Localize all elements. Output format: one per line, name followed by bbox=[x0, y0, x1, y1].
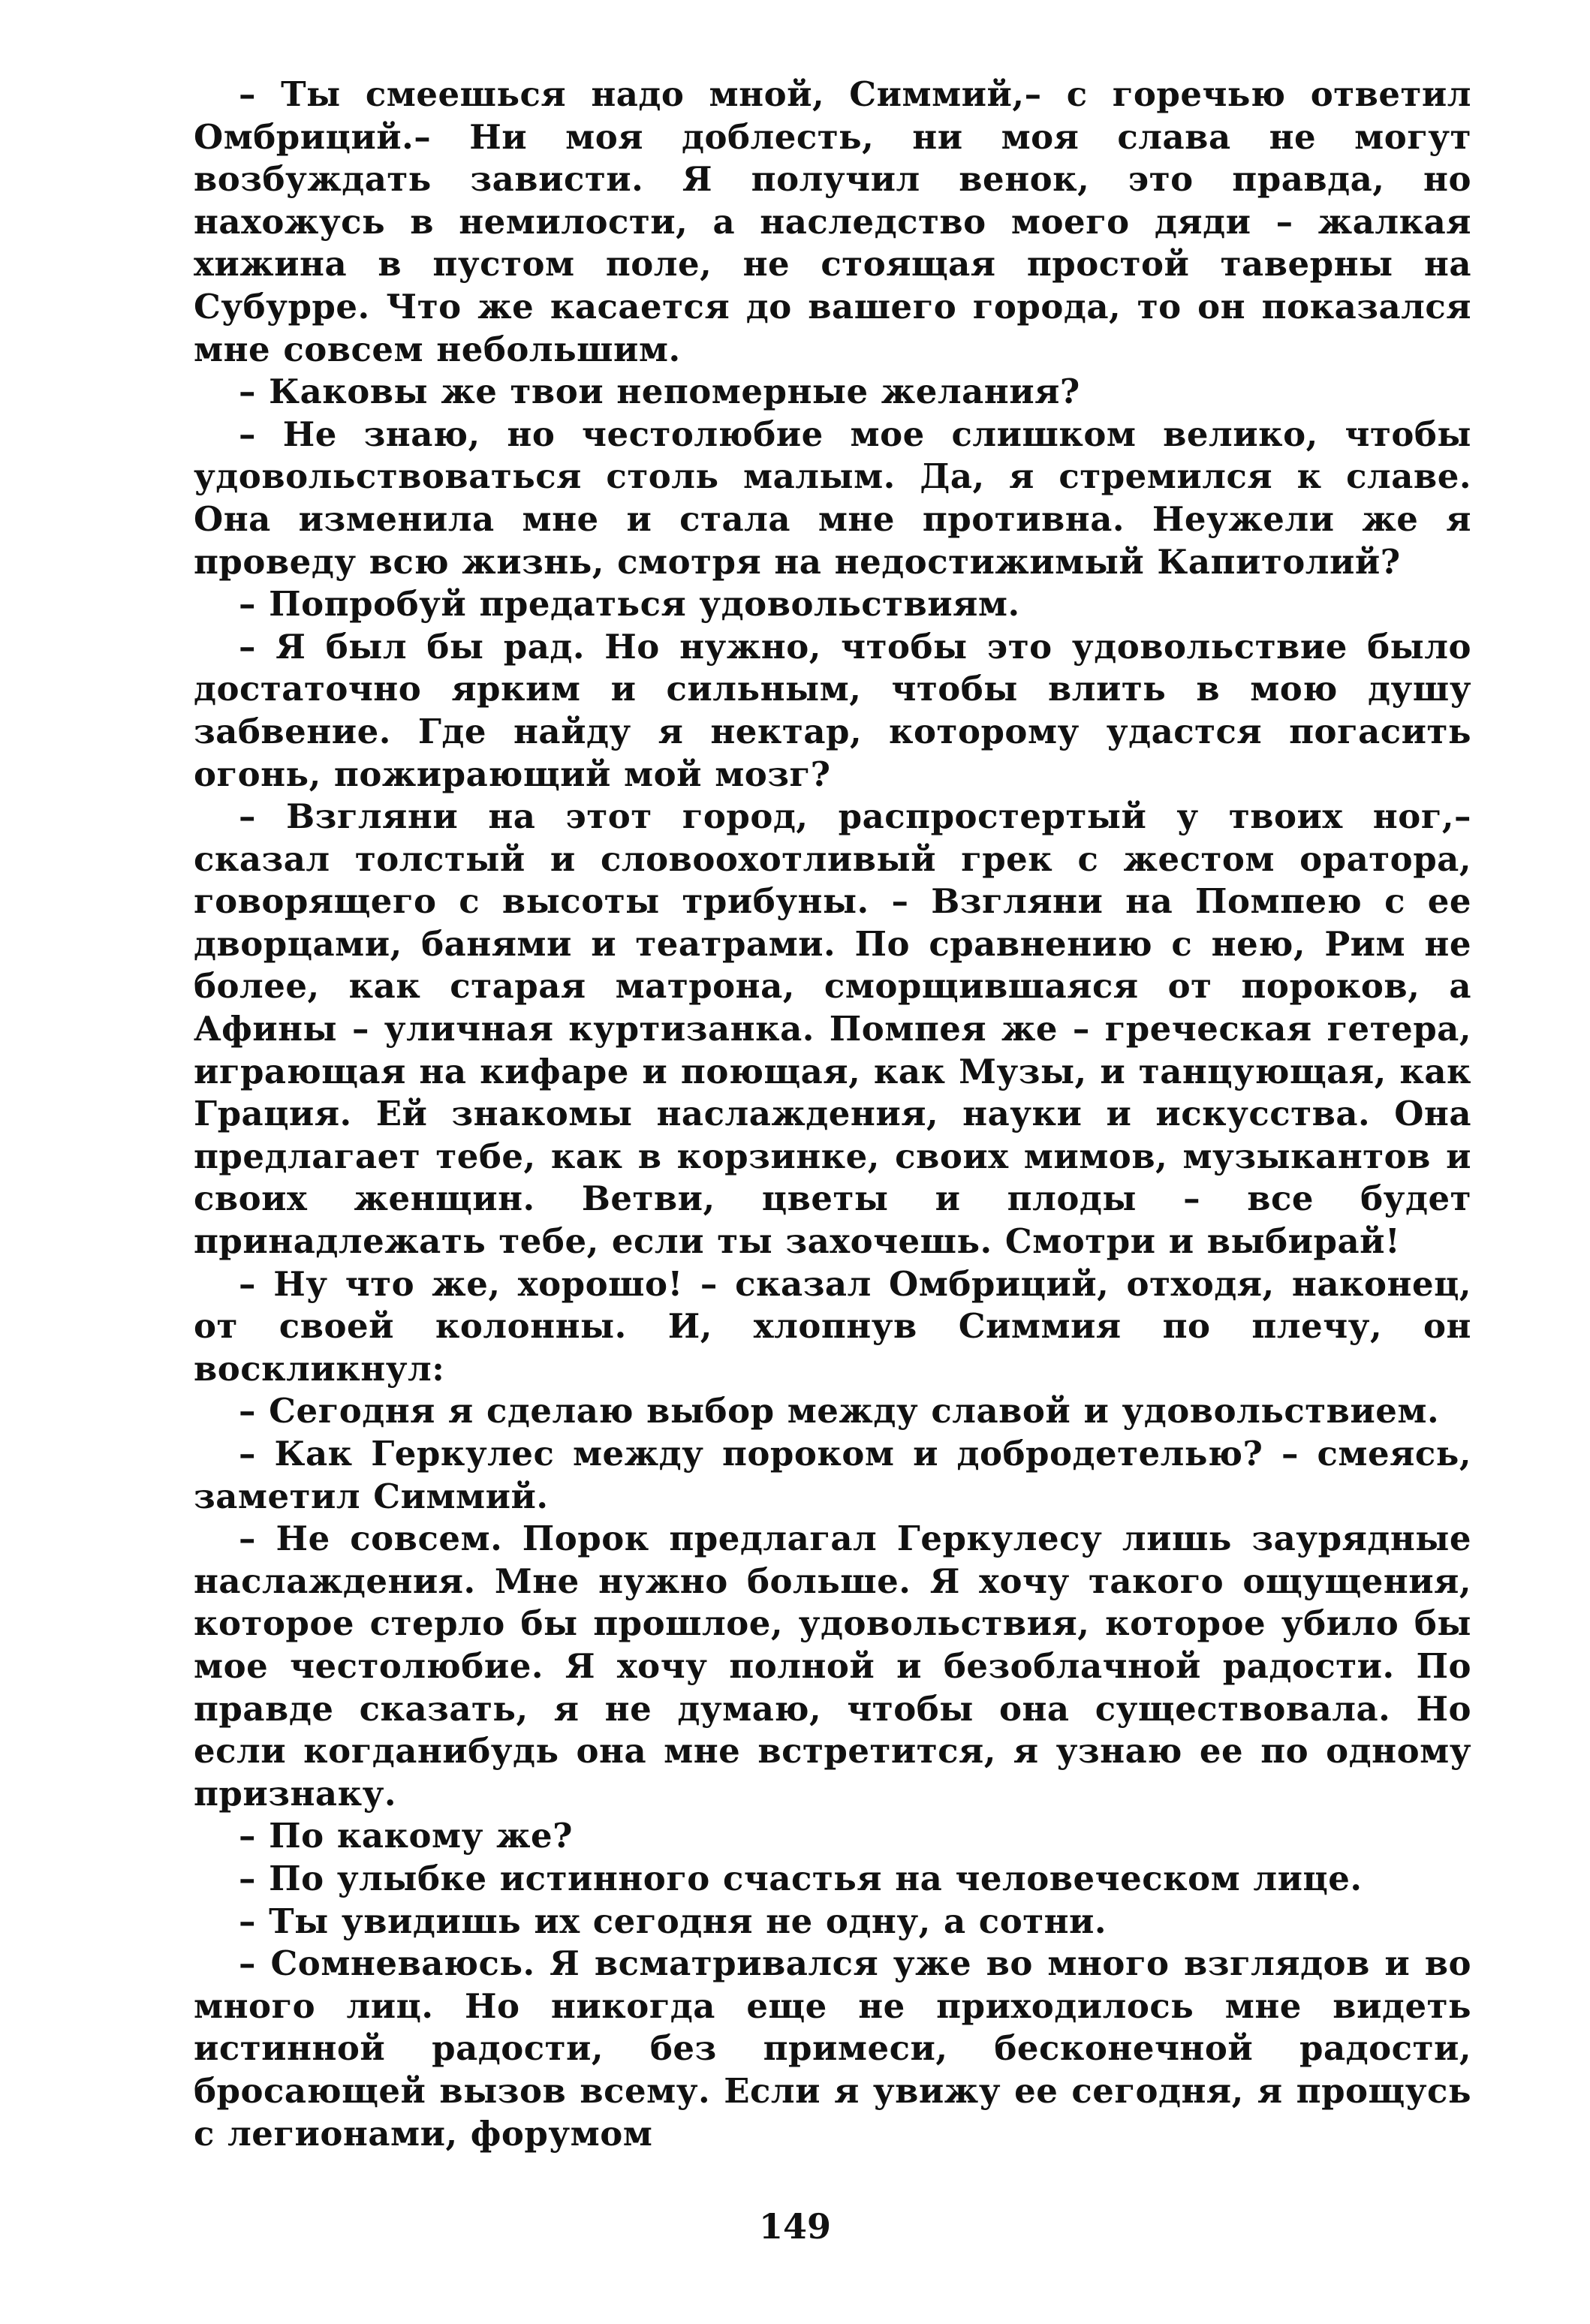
paragraph: – Каковы же твои непомерные желания? bbox=[239, 372, 1080, 412]
paragraph: – По какому же? bbox=[239, 1816, 574, 1856]
paragraph: – Взгляни на этот город, распростертый у твоих ног,– сказал толстый и словоохотливый грек с жестом оратора, говорящего с высоты трибуны. – Взгляни на Помпею с ее дворцами, банями и театрами. По сравнению с нею, Рим не более, как старая матрона, сморщившаяся от пороков, а Афины – уличная куртизанка. Помпея же – греческая гетера, играющая на кифаре и поющая, как Музы, и танцующая, как Грация. Ей знакомы наслаждения, науки и искусства. Она предлагает тебе, как в корзинке, своих мимов, музыкантов и своих женщин. Ветви, цветы и плоды – все будет принадлежать тебе, если ты захочешь. Смотри и выбирай! bbox=[194, 796, 1471, 1262]
paragraph: – Не знаю, но честолюбие мое слишком велико, чтобы удовольствоваться столь малым. Да, я стремился к славе. Она изменила мне и стала мне противна. Неужели же я проведу всю жизнь, смотря на недостижимый Капитолий? bbox=[194, 414, 1471, 582]
paragraph: – Ты смеешься надо мной, Симмий,– с горечью ответил Омбриций.– Ни моя доблесть, ни моя слава не могут возбуждать зависти. Я получил венок, это правда, но нахожусь в немилости, а наследство моего дяди – жалкая хижина в пустом поле, не стоящая простой таверны на Субурре. Что же касается до вашего города, то он показался мне совсем небольшим. bbox=[194, 74, 1471, 369]
paragraph: – Попробуй предаться удовольствиям. bbox=[239, 584, 1020, 625]
paragraph: – Не совсем. Порок предлагал Геркулесу лишь заурядные наслаждения. Мне нужно больше. Я хочу такого ощущения, которое стерло бы прошлое, удовольствия, которое убило бы мое честолюбие. Я хочу полной и безоблачной радости. По правде сказать, я не думаю, чтобы она существовала. Но если когданибудь она мне встретится, я узнаю ее по одному признаку. bbox=[194, 1519, 1471, 1814]
paragraph: – Сомневаюсь. Я всматривался уже во много взглядов и во много лиц. Но никогда еще не приходилось мне видеть истинной радости, без примеси, бесконечной радости, бросающей вызов всему. Если я увижу ее сегодня, я прощусь с легионами, форумом bbox=[194, 1943, 1471, 2154]
paragraph: – По улыбке истинного счастья на человеческом лице. bbox=[239, 1858, 1363, 1898]
paragraph: – Ты увидишь их сегодня не одну, а сотни. bbox=[239, 1901, 1107, 1941]
paragraph: – Ну что же, хорошо! – сказал Омбриций, отходя, наконец, от своей колонны. И, хлопнув Симмия по плечу, он воскликнул: bbox=[194, 1263, 1471, 1389]
page-number: 149 bbox=[758, 2206, 832, 2247]
paragraph: – Как Геркулес между пороком и добродетелью? – смеясь, заметил Симмий. bbox=[194, 1434, 1471, 1516]
body-text bbox=[194, 74, 1471, 2155]
paragraph: – Я был бы рад. Но нужно, чтобы это удовольствие было достаточно ярким и сильным, чтобы влить в мою душу забвение. Где найду я нектар, которому удастся погасить огонь, пожирающий мой мозг? bbox=[194, 626, 1471, 794]
paragraph: – Сегодня я сделаю выбор между славой и удовольствием. bbox=[239, 1391, 1440, 1431]
